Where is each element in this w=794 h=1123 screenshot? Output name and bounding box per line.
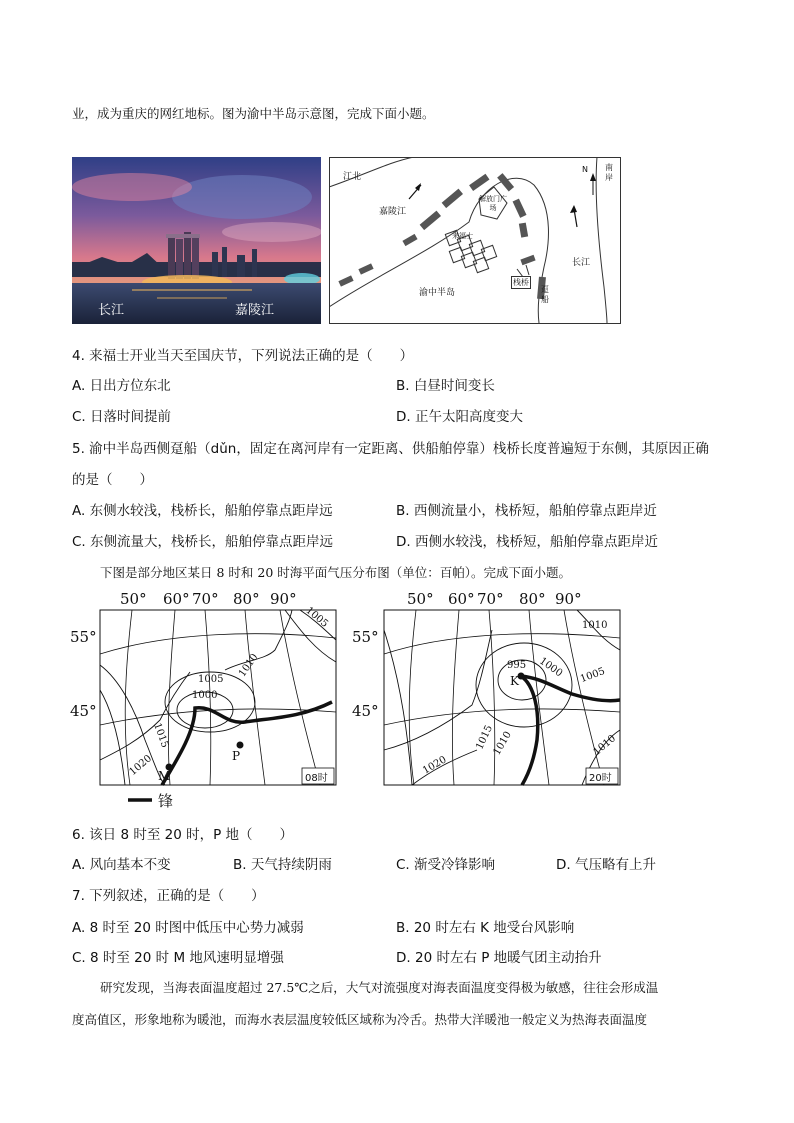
label-jiangbei: 江北	[343, 172, 362, 182]
point-p-label: P	[232, 749, 241, 763]
question-5-stem-line2: 的是（ ）	[72, 472, 153, 488]
photo-label-jialingjiang: 嘉陵江	[235, 303, 275, 318]
lat-label: 45°	[352, 702, 379, 720]
point-m-label: M	[158, 769, 171, 783]
q6-option-d[interactable]: D. 气压略有上升	[556, 857, 656, 873]
q7-option-b[interactable]: B. 20 时左右 K 地受台风影响	[396, 920, 575, 936]
paragraph-line-2: 度高值区，形象地称为暖池，而海水表层温度较低区域称为冷舌。热带大洋暖池一般定义为热海表面温度	[72, 1012, 648, 1027]
q6-option-a[interactable]: A. 风向基本不变	[72, 857, 171, 873]
lon-label: 70°	[192, 590, 219, 608]
q4-option-c[interactable]: C. 日落时间提前	[72, 409, 172, 425]
q7-option-c[interactable]: C. 8 时至 20 时 M 地风速明显增强	[72, 950, 284, 966]
isobar-label: 1015	[151, 721, 171, 750]
q5-option-a[interactable]: A. 东侧水较浅，栈桥长，船舶停靠点距岸远	[72, 503, 333, 519]
isobar-label: 1010	[591, 733, 619, 758]
label-changjiang: 长江	[572, 258, 591, 268]
q5-option-c[interactable]: C. 东侧流量大，栈桥长，船舶停靠点距岸远	[72, 534, 334, 550]
lon-label: 90°	[270, 590, 297, 608]
time-label: 20时	[589, 773, 612, 784]
q4-option-a[interactable]: A. 日出方位东北	[72, 378, 171, 394]
label-dunchuan: 趸船	[541, 285, 549, 304]
yuzhong-peninsula-map	[329, 157, 621, 324]
isobar-label: 1020	[127, 753, 155, 778]
photo-label-changjiang: 长江	[98, 303, 125, 318]
lon-label: 90°	[555, 590, 582, 608]
isobar-label: 1015	[474, 723, 496, 752]
paragraph-line-1: 研究发现，当海表面温度超过 27.5℃之后，大气对流强度对海表面温度变得极为敏感，往往会形成温	[100, 980, 659, 995]
lon-label: 50°	[407, 590, 434, 608]
isobar-label: 1010	[582, 620, 608, 631]
question-6-stem: 6. 该日 8 时至 20 时，P 地（ ）	[72, 827, 294, 843]
isobar-label: 1005	[303, 605, 331, 630]
label-square: 解放门广场	[479, 195, 507, 212]
weather-intro-text: 下图是部分地区某日 8 时和 20 时海平面气压分布图（单位：百帕）。完成下面小题。	[100, 565, 572, 580]
label-jialingjiang: 嘉陵江	[379, 207, 407, 217]
isobar-label: 1020	[420, 754, 449, 777]
lat-label: 45°	[70, 702, 97, 720]
isobar-label: 1010	[491, 729, 514, 758]
q5-option-b[interactable]: B. 西侧流量小，栈桥短，船舶停靠点距岸近	[396, 503, 657, 519]
question-4-stem: 4. 来福士开业当天至国庆节，下列说法正确的是（ ）	[72, 348, 414, 364]
pressure-map-20	[352, 590, 632, 810]
chongqing-photo	[72, 157, 321, 324]
q7-option-a[interactable]: A. 8 时至 20 时图中低压中心势力减弱	[72, 920, 304, 936]
isobar-label: 1005	[198, 674, 224, 685]
lon-label: 80°	[519, 590, 546, 608]
lon-label: 80°	[233, 590, 260, 608]
q4-option-d[interactable]: D. 正午太阳高度变大	[396, 409, 523, 425]
label-yuzhong: 渝中半岛	[419, 288, 456, 298]
front-legend-label: 锋	[158, 792, 174, 810]
time-label: 08时	[305, 773, 328, 784]
q4-option-b[interactable]: B. 白昼时间变长	[396, 378, 495, 394]
label-nanan: 南岸	[605, 163, 613, 182]
q6-option-b[interactable]: B. 天气持续阴雨	[233, 857, 332, 873]
lon-label: 60°	[163, 590, 190, 608]
isobar-label: 1000	[537, 655, 565, 680]
lon-label: 60°	[448, 590, 475, 608]
q5-option-d[interactable]: D. 西侧水较浅，栈桥短，船舶停靠点距岸近	[396, 534, 658, 550]
label-zhanqiao: 栈桥	[513, 278, 529, 287]
lat-label: 55°	[352, 628, 379, 646]
point-k-label: K	[510, 674, 519, 688]
isobar-label: 1000	[192, 690, 218, 701]
isobar-label: 1010	[236, 651, 261, 680]
q6-option-c[interactable]: C. 渐受冷锋影响	[396, 857, 496, 873]
lon-label: 70°	[477, 590, 504, 608]
lon-label: 50°	[120, 590, 147, 608]
label-raffles: 来福士	[452, 232, 473, 240]
isobar-label: 1005	[578, 665, 607, 686]
lat-label: 55°	[70, 628, 97, 646]
pressure-map-08	[70, 590, 350, 810]
q7-option-d[interactable]: D. 20 时左右 P 地暖气团主动抬升	[396, 950, 602, 966]
question-7-stem: 7. 下列叙述，正确的是（ ）	[72, 888, 265, 904]
intro-text: 业，成为重庆的网红地标。图为渝中半岛示意图，完成下面小题。	[72, 106, 435, 121]
isobar-label: 995	[507, 660, 527, 671]
question-5-stem-line1: 5. 渝中半岛西侧趸船（dǔn，固定在离河岸有一定距离、供船舶停靠）栈桥长度普遍短于东侧，其原因正确	[72, 441, 709, 457]
label-north: N	[582, 165, 588, 174]
